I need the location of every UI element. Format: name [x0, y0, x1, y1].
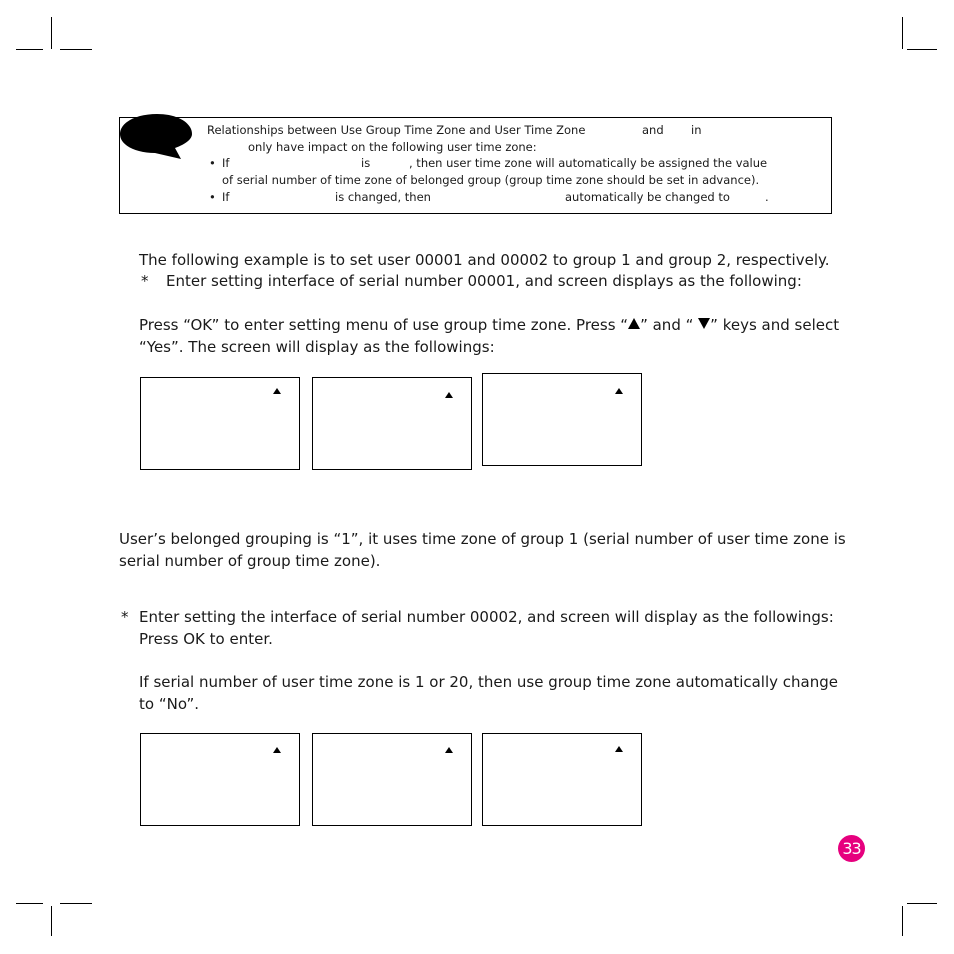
paragraph-step-1: Enter setting interface of serial number 00001, and screen displays as the following:: [166, 272, 802, 290]
note-b1-line2: of serial number of time zone of belonged group (group time zone should be set in advance).: [222, 173, 760, 187]
crop-mark: [51, 17, 52, 49]
paragraph-press-ok: Press “OK” to enter setting menu of use group time zone. Press “ ” and “ ” keys and select: [139, 316, 840, 334]
lcd-screen: [482, 373, 642, 466]
note-line-2: only have impact on the following user time zone:: [248, 140, 537, 154]
paragraph-step-2-line2: Press OK to enter.: [139, 630, 273, 648]
bullet: •: [209, 156, 216, 170]
note-box: [119, 117, 832, 214]
note-line-1: Relationships between Use Group Time Zone and User Time Zone: [207, 123, 586, 137]
crop-mark: [902, 906, 903, 936]
note-b2-end: .: [765, 190, 769, 204]
up-arrow-icon: [615, 388, 623, 394]
crop-mark: [907, 49, 937, 50]
crop-mark: [60, 49, 92, 50]
note-b1-if: If: [222, 156, 230, 170]
crop-mark: [16, 903, 43, 904]
up-arrow-icon: [615, 746, 623, 752]
note-b1-is: is: [361, 156, 371, 170]
bullet: •: [209, 190, 216, 204]
up-arrow-icon: [445, 747, 453, 753]
lcd-screen: [482, 733, 642, 826]
up-arrow-icon: [273, 388, 281, 394]
paragraph-grouping: User’s belonged grouping is “1”, it uses time zone of group 1 (serial number of user time zone is: [119, 530, 846, 548]
step-marker: *: [141, 272, 149, 290]
crop-mark: [907, 903, 937, 904]
note-b2-changed: is changed, then: [335, 190, 431, 204]
page-number: 33: [838, 835, 865, 862]
note-b1-rest: , then user time zone will automatically be assigned the value: [409, 156, 768, 170]
up-triangle-icon: [628, 318, 640, 329]
paragraph-grouping-line2: serial number of group time zone).: [119, 552, 381, 570]
paragraph-example: The following example is to set user 00001 and 00002 to group 1 and group 2, respectively.: [139, 251, 830, 269]
paragraph-step-2: Enter setting the interface of serial number 00002, and screen will display as the followings:: [139, 608, 834, 626]
speech-bubble-icon: [119, 112, 195, 162]
note-b2-if: If: [222, 190, 230, 204]
paragraph-press-ok-line2: “Yes”. The screen will display as the followings:: [139, 338, 495, 356]
lcd-screen: [312, 377, 472, 470]
note-line-1-in: in: [691, 123, 702, 137]
paragraph-auto-change-line2: to “No”.: [139, 695, 199, 713]
crop-mark: [16, 49, 43, 50]
up-arrow-icon: [273, 747, 281, 753]
lcd-screen: [312, 733, 472, 826]
step-marker: *: [121, 608, 129, 626]
up-arrow-icon: [445, 392, 453, 398]
note-line-1-and: and: [642, 123, 664, 137]
paragraph-auto-change: If serial number of user time zone is 1 or 20, then use group time zone automatically change: [139, 673, 838, 691]
lcd-screen: [140, 377, 300, 470]
note-b2-auto: automatically be changed to: [565, 190, 730, 204]
crop-mark: [902, 17, 903, 49]
lcd-screen: [140, 733, 300, 826]
crop-mark: [60, 903, 92, 904]
crop-mark: [51, 906, 52, 936]
down-triangle-icon: [698, 318, 710, 329]
